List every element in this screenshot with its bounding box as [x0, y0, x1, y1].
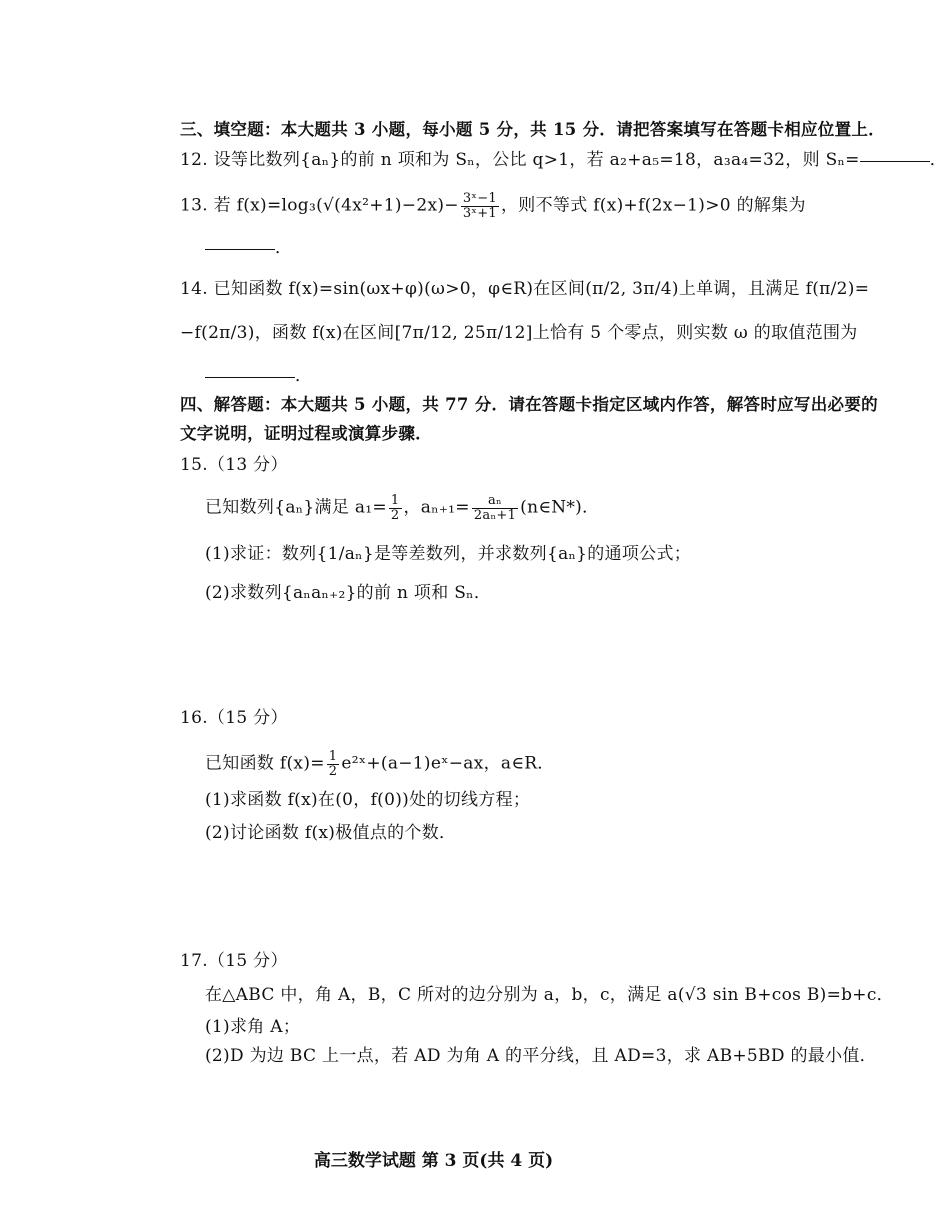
question-13-frac-num: 3ˣ−1 [462, 191, 497, 206]
question-12 [180, 152, 947, 169]
question-16-part1: (1)求函数 f(x)在(0，f(0))处的切线方程； [205, 790, 531, 810]
question-13-answer-line [205, 240, 292, 257]
section3-header: 三、填空题：本大题共 3 小题，每小题 5 分，共 15 分．请把答案填写在答题卡相应位置上． [180, 120, 885, 139]
question-13-tail: ，则不等式 f(x)+f(2x−1)>0 的解集为 [501, 195, 806, 216]
question-13-lead: 13. 若 f(x)=log₃(√(4x²+1)−2x)− [180, 195, 459, 216]
question-14-interval2: [7π/12, 25π/12] [394, 323, 533, 343]
question-12-text: 12. 设等比数列{aₙ}的前 n 项和为 Sₙ，公比 q>1，若 a₂+a₅=18，a₃a₄=32，则 Sₙ= [180, 150, 860, 170]
question-17-stem: 在△ABC 中，角 A，B，C 所对的边分别为 a，b，c，满足 a(√3 sin B+cos B)=b+c． [205, 985, 894, 1005]
section4-header-line1: 四、解答题：本大题共 5 小题，共 77 分．请在答题卡指定区域内作答，解答时应写出必要的 [180, 395, 878, 414]
question-15-stem-b: ，aₙ₊₁= [403, 497, 470, 518]
question-14-line1-b: 上单调，且满足 f(π/2)= [678, 279, 870, 299]
question-17-title: 17.（15 分） [180, 951, 288, 971]
question-15-frac2 [472, 494, 518, 522]
question-16-part2: (2)讨论函数 f(x)极值点的个数． [205, 823, 457, 843]
question-15-frac1-den: 2 [390, 507, 400, 523]
question-15-stem [205, 494, 599, 522]
question-15-part1 [205, 546, 691, 563]
question-15-part2: (2)求数列{aₙaₙ₊₂}的前 n 项和 Sₙ． [205, 583, 492, 603]
question-17-part2: (2)D 为边 BC 上一点，若 AD 为角 A 的平分线，且 AD=3，求 AB+5BD 的最小值． [205, 1046, 877, 1066]
question-12-end: ． [929, 150, 947, 170]
question-16-title: 16.（15 分） [180, 708, 288, 728]
question-14-interval1: (π/2, 3π/4) [585, 279, 679, 299]
answer-blank-13 [205, 249, 275, 250]
question-15-part1-a: (1)求证：数列 [205, 544, 317, 564]
question-14-line2-a: −f(2π/3)，函数 f(x)在区间 [180, 323, 395, 343]
question-15-frac1 [389, 494, 402, 522]
question-16-stem-a: 已知函数 f(x)= [205, 753, 325, 774]
question-15-stem-c: (n∈N*)． [520, 497, 600, 518]
question-16-frac [327, 750, 340, 778]
question-17-part1: (1)求角 A； [205, 1017, 301, 1037]
question-16-stem-b: e²ˣ+(a−1)eˣ−ax，a∈R． [341, 753, 555, 774]
question-15-title: 15.（13 分） [180, 455, 288, 475]
question-16-stem [205, 750, 555, 778]
question-13-end: ． [275, 238, 293, 258]
question-13-fraction [461, 192, 499, 220]
answer-blank-14 [205, 377, 295, 378]
question-14-line2-b: 上恰有 5 个零点，则实数 ω 的取值范围为 [532, 323, 858, 343]
question-13 [180, 192, 806, 220]
question-16-frac-num: 1 [328, 749, 338, 764]
question-14-line2 [180, 325, 858, 342]
answer-blank-12 [860, 161, 930, 162]
question-13-frac-den: 3ˣ+1 [462, 205, 497, 221]
question-15-part1-set: {1/aₙ} [316, 544, 374, 564]
question-14-answer-line [205, 368, 312, 385]
question-15-part1-b: 是等差数列，并求数列{aₙ}的通项公式； [373, 544, 692, 564]
question-14-line1 [180, 281, 869, 298]
question-14-line1-a: 14. 已知函数 f(x)=sin(ωx+φ)(ω>0，φ∈R)在区间 [180, 279, 586, 299]
question-14-end: ． [295, 366, 313, 386]
question-16-frac-den: 2 [328, 763, 338, 779]
question-15-stem-a: 已知数列{aₙ}满足 a₁= [205, 497, 387, 518]
question-15-frac1-num: 1 [390, 493, 400, 508]
question-15-frac2-den: 2aₙ+1 [473, 507, 517, 523]
page-footer: 高三数学试题 第 3 页(共 4 页) [313, 1151, 554, 1171]
section4-header-line2: 文字说明，证明过程或演算步骤． [180, 424, 432, 443]
question-15-frac2-num: aₙ [472, 494, 518, 509]
